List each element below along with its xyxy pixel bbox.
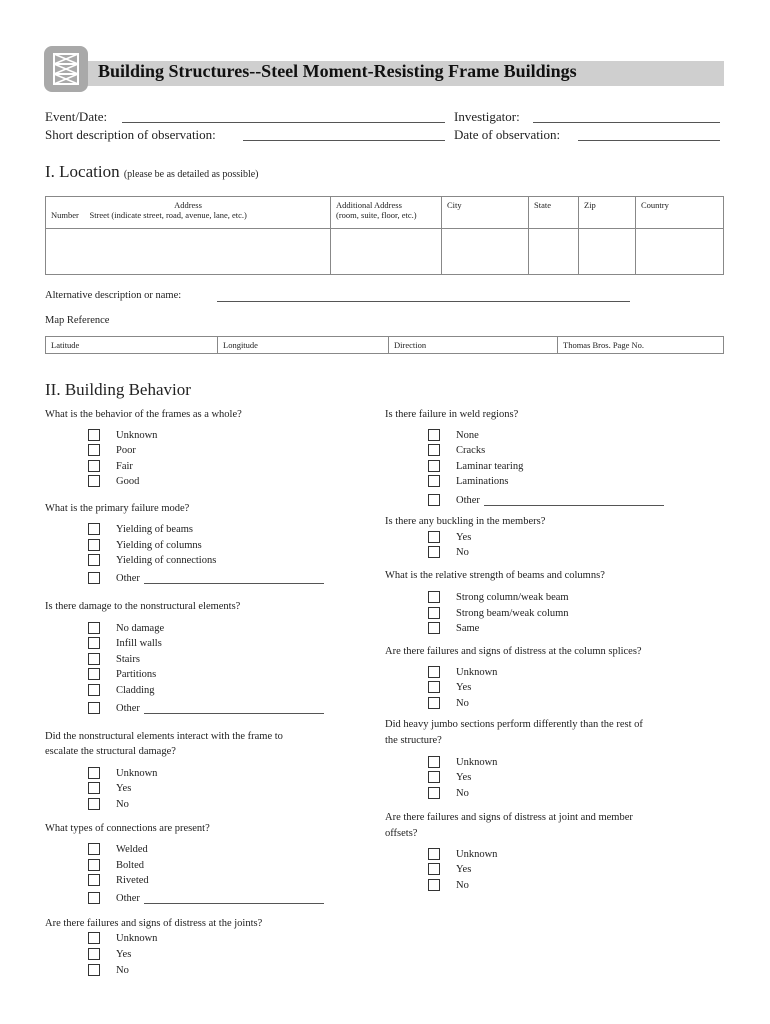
checkbox-option[interactable] — [428, 756, 497, 768]
option-label: Yes — [116, 782, 132, 794]
short-desc-label: Short description of observation: — [45, 127, 216, 142]
checkbox-option[interactable] — [88, 684, 155, 696]
checkbox-icon[interactable] — [88, 948, 100, 960]
zip-cell[interactable] — [579, 229, 636, 275]
option-label: Other — [116, 892, 140, 904]
option-label: Yielding of connections — [116, 554, 217, 566]
checkbox-icon[interactable] — [88, 859, 100, 871]
checkbox-icon[interactable] — [88, 554, 100, 566]
checkbox-option[interactable] — [428, 787, 469, 799]
investigator-label: Investigator: — [454, 109, 520, 124]
direction-cell[interactable]: Direction — [389, 337, 558, 354]
option-label: Stairs — [116, 653, 140, 665]
checkbox-option[interactable] — [428, 666, 497, 678]
checkbox-option[interactable] — [88, 460, 133, 472]
option-label: Bolted — [116, 859, 144, 871]
question-label: Did heavy jumbo sections perform differently than the rest of — [385, 719, 643, 730]
checkbox-icon[interactable] — [88, 684, 100, 696]
option-label: Yes — [456, 531, 472, 543]
option-label: Strong beam/weak column — [456, 607, 569, 619]
checkbox-icon[interactable] — [428, 681, 440, 693]
additional-address-cell[interactable] — [331, 229, 442, 275]
checkbox-option[interactable] — [428, 771, 471, 783]
question-label: What is the relative strength of beams and columns? — [385, 570, 605, 581]
option-label: Cracks — [456, 444, 486, 456]
checkbox-icon[interactable] — [88, 964, 100, 976]
option-label: Unknown — [116, 932, 158, 944]
country-cell[interactable] — [636, 229, 724, 275]
option-label: No — [456, 546, 469, 558]
checkbox-option[interactable] — [88, 874, 149, 886]
state-header: State — [529, 197, 579, 229]
checkbox-option[interactable] — [88, 637, 162, 649]
checkbox-icon[interactable] — [88, 668, 100, 680]
option-label: Unknown — [456, 756, 498, 768]
checkbox-option[interactable] — [428, 607, 569, 619]
short-desc-field[interactable] — [243, 140, 445, 141]
question-label: What types of connections are present? — [45, 823, 210, 834]
option-label: Other — [116, 572, 140, 584]
option-label: None — [456, 429, 479, 441]
event-date-field[interactable] — [122, 122, 445, 123]
checkbox-option[interactable] — [88, 622, 164, 634]
option-label: Fair — [116, 460, 133, 472]
checkbox-icon[interactable] — [428, 475, 440, 487]
checkbox-option[interactable] — [88, 892, 324, 904]
option-label: Unknown — [456, 666, 498, 678]
checkbox-option[interactable] — [88, 668, 156, 680]
option-label: Infill walls — [116, 637, 162, 649]
option-label: Good — [116, 475, 140, 487]
option-label: Cladding — [116, 684, 155, 696]
checkbox-option[interactable] — [88, 475, 139, 487]
question-label: What is the primary failure mode? — [45, 503, 190, 514]
option-label: Yes — [456, 863, 472, 875]
checkbox-option[interactable] — [428, 591, 569, 603]
checkbox-icon[interactable] — [428, 546, 440, 558]
other-field[interactable] — [484, 495, 664, 506]
checkbox-option[interactable] — [88, 702, 324, 714]
checkbox-icon[interactable] — [88, 874, 100, 886]
location-note: (please be as detailed as possible) — [123, 169, 259, 180]
option-label: Welded — [116, 843, 148, 855]
checkbox-option[interactable] — [428, 444, 485, 456]
other-field[interactable] — [144, 573, 324, 584]
checkbox-icon[interactable] — [428, 848, 440, 860]
event-date-label: Event/Date: — [45, 109, 108, 124]
checkbox-icon[interactable] — [88, 782, 100, 794]
city-header: City — [442, 197, 529, 229]
checkbox-icon[interactable] — [428, 756, 440, 768]
location-heading: I. Location (please be as detailed as possible) — [45, 162, 259, 181]
checkbox-icon[interactable] — [88, 460, 100, 472]
checkbox-icon[interactable] — [428, 429, 440, 441]
checkbox-icon[interactable] — [88, 444, 100, 456]
checkbox-option[interactable] — [428, 475, 509, 487]
option-label: Laminations — [456, 475, 509, 487]
option-label: Unknown — [456, 848, 498, 860]
city-cell[interactable] — [442, 229, 529, 275]
question-label: Are there failures and signs of distress at the joints? — [45, 918, 263, 929]
option-label: Unknown — [116, 429, 158, 441]
checkbox-icon[interactable] — [428, 666, 440, 678]
checkbox-icon[interactable] — [88, 475, 100, 487]
checkbox-icon[interactable] — [88, 702, 100, 714]
checkbox-icon[interactable] — [88, 622, 100, 634]
checkbox-icon[interactable] — [88, 523, 100, 535]
number-col: Number — [51, 210, 79, 220]
option-label: No — [456, 697, 469, 709]
checkbox-icon[interactable] — [88, 539, 100, 551]
checkbox-icon[interactable] — [428, 787, 440, 799]
checkbox-option[interactable] — [88, 572, 324, 584]
page-title: Building Structures--Steel Moment-Resisting Frame Buildings — [98, 61, 577, 81]
checkbox-option[interactable] — [88, 429, 157, 441]
checkbox-icon[interactable] — [428, 863, 440, 875]
question-label: Are there failures and signs of distress at the column splices? — [385, 646, 642, 657]
question-label: the structure? — [385, 735, 442, 746]
option-label: No — [116, 798, 129, 810]
checkbox-icon[interactable] — [428, 460, 440, 472]
checkbox-option[interactable] — [88, 859, 144, 871]
behavior-heading: II. Building Behavior — [45, 380, 191, 399]
checkbox-icon[interactable] — [88, 892, 100, 904]
longitude-cell[interactable]: Longitude — [218, 337, 389, 354]
checkbox-option[interactable] — [88, 948, 131, 960]
question-label: Is there damage to the nonstructural elements? — [45, 601, 241, 612]
checkbox-option[interactable] — [428, 863, 471, 875]
alt-desc-label: Alternative description or name: — [45, 290, 182, 301]
checkbox-icon[interactable] — [88, 932, 100, 944]
question-label: What is the behavior of the frames as a whole? — [45, 409, 242, 420]
zip-header: Zip — [579, 197, 636, 229]
investigator-field[interactable] — [533, 122, 720, 123]
other-field[interactable] — [144, 893, 324, 904]
option-label: Unknown — [116, 767, 158, 779]
option-label: Strong column/weak beam — [456, 591, 569, 603]
option-label: Partitions — [116, 668, 157, 680]
checkbox-icon[interactable] — [88, 843, 100, 855]
checkbox-icon[interactable] — [88, 637, 100, 649]
date-obs-field[interactable] — [578, 140, 720, 141]
checkbox-icon[interactable] — [88, 767, 100, 779]
checkbox-icon[interactable] — [428, 607, 440, 619]
option-label: Yielding of columns — [116, 539, 202, 551]
checkbox-option[interactable] — [428, 531, 471, 543]
address-cell[interactable] — [46, 229, 331, 275]
checkbox-option[interactable] — [88, 782, 131, 794]
checkbox-option[interactable] — [88, 523, 193, 535]
question-label: escalate the structural damage? — [45, 746, 176, 757]
date-obs-label: Date of observation: — [454, 127, 561, 142]
latitude-cell[interactable]: Latitude — [46, 337, 218, 354]
checkbox-option[interactable] — [428, 546, 469, 558]
country-header: Country — [636, 197, 724, 229]
checkbox-option[interactable] — [88, 798, 129, 810]
option-label: No damage — [116, 622, 165, 634]
checkbox-option[interactable] — [428, 460, 523, 472]
checkbox-icon[interactable] — [428, 771, 440, 783]
logo-icon — [44, 46, 88, 92]
other-field[interactable] — [144, 703, 324, 714]
checkbox-icon[interactable] — [428, 444, 440, 456]
address-header: Address Number Street (indicate street, road, avenue, lane, etc.) — [46, 197, 331, 229]
map-ref-label: Map Reference — [45, 315, 110, 326]
option-label: No — [456, 787, 469, 799]
checkbox-icon[interactable] — [88, 429, 100, 441]
checkbox-icon[interactable] — [88, 572, 100, 584]
checkbox-option[interactable] — [88, 539, 202, 551]
thomas-page-cell[interactable]: Thomas Bros. Page No. — [558, 337, 724, 354]
checkbox-option[interactable] — [428, 622, 479, 634]
checkbox-option[interactable] — [88, 843, 148, 855]
checkbox-option[interactable] — [88, 932, 157, 944]
checkbox-icon[interactable] — [428, 697, 440, 709]
checkbox-option[interactable] — [88, 964, 129, 976]
option-label: No — [456, 879, 469, 891]
checkbox-icon[interactable] — [428, 531, 440, 543]
state-cell[interactable] — [529, 229, 579, 275]
checkbox-option[interactable] — [88, 444, 136, 456]
street-col: Street (indicate street, road, avenue, lane, etc.) — [89, 210, 247, 220]
option-label: Yes — [456, 771, 472, 783]
checkbox-option[interactable] — [428, 697, 469, 709]
question-label: Did the nonstructural elements interact with the frame to — [45, 731, 283, 742]
checkbox-option[interactable] — [428, 681, 471, 693]
checkbox-option[interactable] — [428, 879, 469, 891]
option-label: Yielding of beams — [116, 523, 193, 535]
option-label: Yes — [456, 681, 472, 693]
checkbox-icon[interactable] — [88, 653, 100, 665]
question-label: Is there failure in weld regions? — [385, 409, 519, 420]
option-label: Laminar tearing — [456, 460, 524, 472]
question-label: offsets? — [385, 828, 418, 839]
option-label: Riveted — [116, 874, 149, 886]
checkbox-icon[interactable] — [428, 622, 440, 634]
alt-desc-field[interactable] — [217, 301, 630, 302]
checkbox-icon[interactable] — [428, 494, 440, 506]
option-label: No — [116, 964, 129, 976]
checkbox-icon[interactable] — [428, 879, 440, 891]
checkbox-icon[interactable] — [88, 798, 100, 810]
option-label: Other — [116, 702, 140, 714]
additional-address-header: Additional Address (room, suite, floor, etc.) — [331, 197, 442, 229]
option-label: Poor — [116, 444, 136, 456]
checkbox-option[interactable] — [428, 494, 664, 506]
address-table — [45, 196, 724, 275]
question-label: Are there failures and signs of distress at joint and member — [385, 812, 633, 823]
checkbox-option[interactable] — [88, 653, 140, 665]
question-label: Is there any buckling in the members? — [385, 516, 546, 527]
checkbox-option[interactable] — [428, 429, 479, 441]
checkbox-option[interactable] — [428, 848, 497, 860]
option-label: Other — [456, 494, 480, 506]
option-label: Same — [456, 622, 480, 634]
checkbox-icon[interactable] — [428, 591, 440, 603]
checkbox-option[interactable] — [88, 767, 157, 779]
option-label: Yes — [116, 948, 132, 960]
checkbox-option[interactable] — [88, 554, 216, 566]
map-ref-table — [45, 336, 724, 354]
